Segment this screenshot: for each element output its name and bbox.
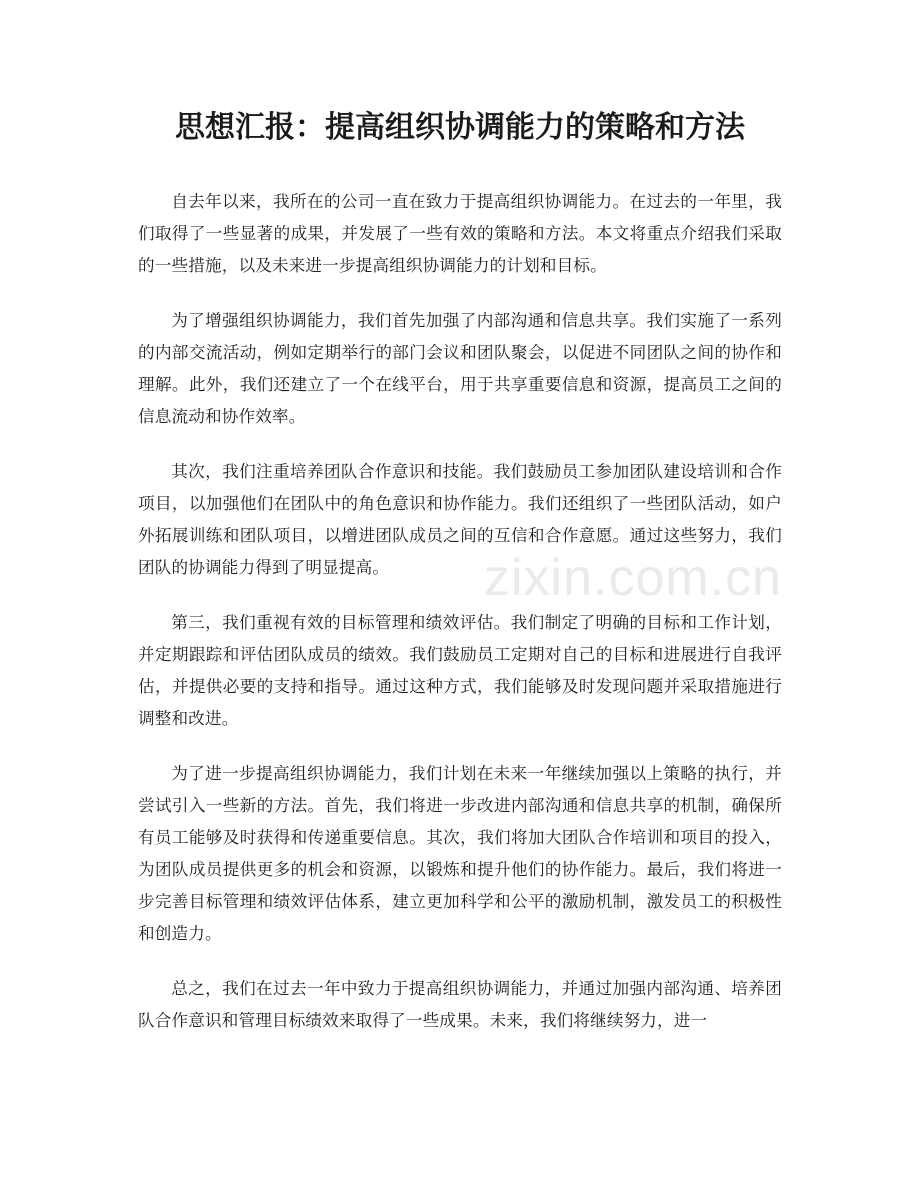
paragraph-3: 其次，我们注重培养团队合作意识和技能。我们鼓励员工参加团队建设培训和合作项目，以加强他们在团队中的角色意识和协作能力。我们还组织了一些团队活动，如户外拓展训练和团队项目，以增进团队成员之间的互信和合作意愿。通过这些努力，我们团队的协调能力得到了明显提高。 bbox=[138, 462, 782, 577]
document-title: 思想汇报：提高组织协调能力的策略和方法 bbox=[175, 110, 745, 145]
paragraph-2: 为了增强组织协调能力，我们首先加强了内部沟通和信息共享。我们实施了一系列的内部交流活动，例如定期举行的部门会议和团队聚会，以促进不同团队之间的协作和理解。此外，我们还建立了一个在线平台，用于共享重要信息和资源，提高员工之间的信息流动和协作效率。 bbox=[138, 311, 782, 426]
watermark: zixin.com.cn bbox=[484, 549, 783, 607]
paragraph-4: 第三，我们重视有效的目标管理和绩效评估。我们制定了明确的目标和工作计划，并定期跟踪和评估团队成员的绩效。我们鼓励员工定期对自己的目标和进展进行自我评估，并提供必要的支持和指导。通过这种方式，我们能够及时发现问题并采取措施进行调整和改进。 bbox=[138, 613, 782, 728]
paragraph-6: 总之，我们在过去一年中致力于提高组织协调能力，并通过加强内部沟通、培养团队合作意识和管理目标绩效来取得了一些成果。未来，我们将继续努力，进一 bbox=[138, 979, 782, 1030]
paragraph-5: 为了进一步提高组织协调能力，我们计划在未来一年继续加强以上策略的执行，并尝试引入一些新的方法。首先，我们将进一步改进内部沟通和信息共享的机制，确保所有员工能够及时获得和传递重要信息。其次，我们将加大团队合作培训和项目的投入，为团队成员提供更多的机会和资源，以锻炼和提升他们的协作能力。最后，我们将进一步完善目标管理和绩效评估体系，建立更加科学和公平的激励机制，激发员工的积极性和创造力。 bbox=[138, 764, 782, 943]
paragraph-1: 自去年以来，我所在的公司一直在致力于提高组织协调能力。在过去的一年里，我们取得了一些显著的成果，并发展了一些有效的策略和方法。本文将重点介绍我们采取的一些措施，以及未来进一步提高组织协调能力的计划和目标。 bbox=[138, 192, 782, 275]
